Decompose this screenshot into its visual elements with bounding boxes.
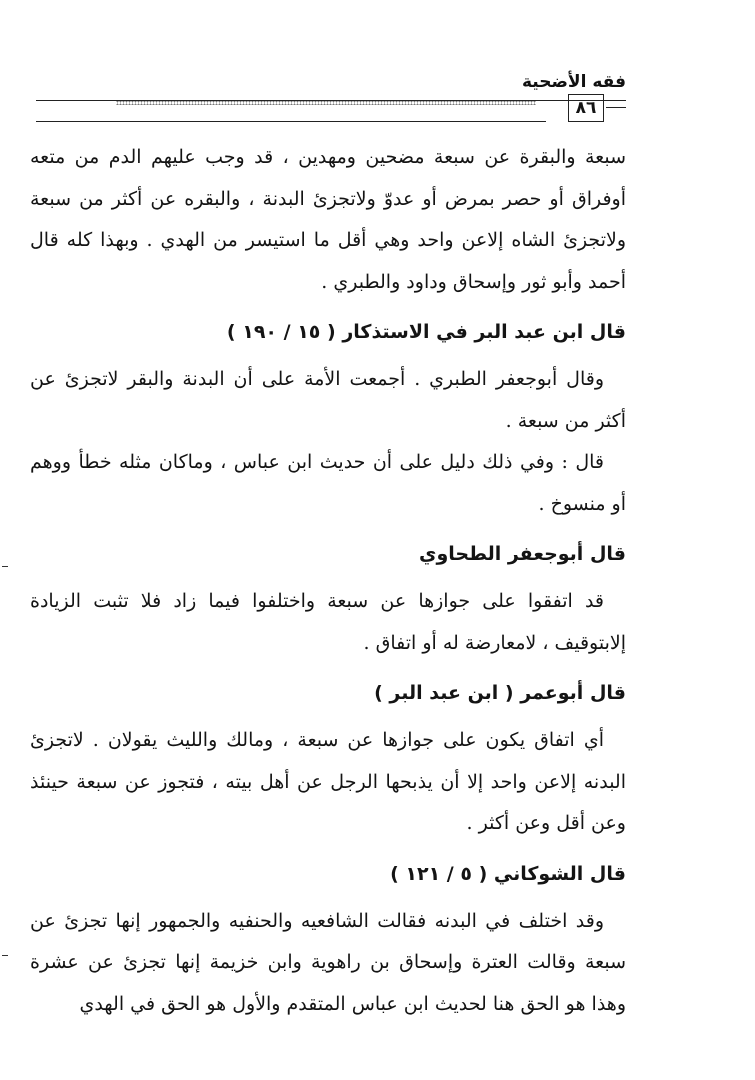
paragraph-abu-umar-text: أي اتفاق يكون على جوازها عن سبعة ، ومالك والليث يقولان . لاتجزئ البدنه إلاعن واحد إلا أن يذبحها الرجل عن أهل بيته ، فتجوز عن سبعة حينئذ وعن أقل وعن أكثر . (30, 729, 626, 834)
paragraph-continuation: سبعة والبقرة عن سبعة مضحين ومهدين ، قد وجب عليهم الدم من متعه أوفراق أو حصر بمرض أو عدوّ ولاتجزئ البدنة ، والبقره عن أكثر من سبعة ولاتجزئ الشاه إلاعن واحد وهي أقل ما استيسر من الهدي . وبهذا كله قال أحمد وأبو ثور وإسحاق وداود والطبري . (30, 146, 626, 293)
page-number: ٨٦ (568, 94, 604, 122)
page-header (36, 70, 626, 130)
paragraph-shawkani-text: وقد اختلف في البدنه فقالت الشافعيه والحنفيه والجمهور إنها تجزئ عن سبعة وقالت العترة وإسحاق بن راهوية وابن خزيمة إنها تجزئ عن عشرة وهذا هو الحق هنا لحديث ابن عباس المتقدم والأول هو الحق في الهدي (30, 909, 626, 1015)
heading-tahawi: قال أبوجعفر الطحاوي (419, 543, 626, 565)
page-number-tail (606, 107, 626, 108)
paragraph-tabari-comment (30, 442, 626, 525)
scan-margin-mark (2, 566, 8, 567)
header-rule (36, 100, 626, 101)
paragraph-tabari-text: وقال أبوجعفر الطبري . أجمعت الأمة على أن البدنة والبقر لاتجزئ عن أكثر من سبعة . (30, 368, 626, 432)
paragraph-tahawi-text: قد اتفقوا على جوازها عن سبعة واختلفوا فيما زاد فلا تثبت الزيادة إلابتوقيف ، لامعارضة له أو اتفاق . (30, 590, 626, 654)
heading-shawkani: قال الشوكاني ( ٥ / ١٢١ ) (390, 862, 626, 885)
header-lower-rule (36, 121, 546, 122)
paragraph-abu-umar (30, 720, 626, 845)
heading-ibn-abd-al-barr-istidhkar: قال ابن عبد البر في الاستذكار ( ١٥ / ١٩٠ ) (226, 321, 626, 343)
running-title: فقه الأضحية (521, 72, 626, 92)
page-body (30, 137, 626, 1025)
scan-margin-mark (2, 955, 8, 956)
paragraph-tabari (30, 359, 626, 442)
paragraph-shawkani (30, 901, 626, 1026)
paragraph-tahawi (30, 581, 626, 664)
paragraph-tabari-comment-text: قال : وفي ذلك دليل على أن حديث ابن عباس ، وماكان مثله خطأ ووهم أو منسوخ . (30, 451, 626, 515)
heading-abu-umar: قال أبوعمر ( ابن عبد البر ) (374, 682, 626, 704)
